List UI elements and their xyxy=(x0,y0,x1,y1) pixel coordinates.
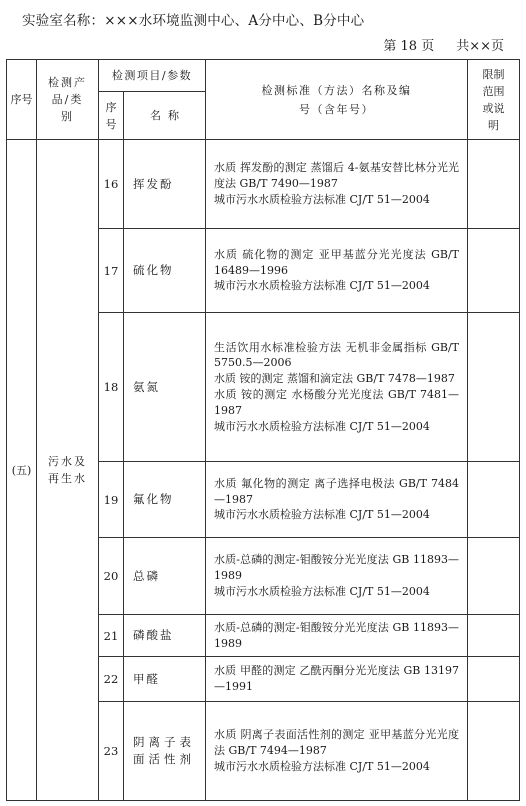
item-number: 17 xyxy=(99,229,124,313)
item-name: 氟化物 xyxy=(124,462,206,538)
limit-cell xyxy=(468,313,520,462)
header-item-name: 名 称 xyxy=(124,92,206,140)
standard-line: 城市污水水质检验方法标准 CJ/T 51—2004 xyxy=(214,584,430,598)
page-number: 第 18 页 xyxy=(383,39,435,54)
header-product-text: 检测产品/类别 xyxy=(48,76,87,123)
item-number: 20 xyxy=(99,538,124,615)
lab-name: 实验室名称：×××水环境监测中心、A分中心、B分中心 xyxy=(22,13,365,29)
standard-line: 水质 氟化物的测定 离子选择电极法 GB/T 7484—1987 xyxy=(214,476,459,506)
item-number: 23 xyxy=(99,702,124,801)
limit-cell xyxy=(468,229,520,313)
header-limit xyxy=(468,60,520,140)
header-item-seq-text: 序号 xyxy=(105,100,117,131)
limit-cell xyxy=(468,615,520,657)
item-number: 16 xyxy=(99,140,124,229)
standard-line: 水质-总磷的测定-钼酸铵分光光度法 GB 11893—1989 xyxy=(214,620,459,650)
item-name: 氨氮 xyxy=(124,313,206,462)
page-total: 共××页 xyxy=(456,39,504,54)
standard-line: 城市污水水质检验方法标准 CJ/T 51—2004 xyxy=(214,759,430,773)
standard-line: 城市污水水质检验方法标准 CJ/T 51—2004 xyxy=(214,279,430,293)
limit-cell xyxy=(468,702,520,801)
category-product-text: 污水及再生水 xyxy=(48,455,87,485)
standard-line: 水质 甲醛的测定 乙酰丙酮分光光度法 GB 13197—1991 xyxy=(214,664,459,693)
item-number: 21 xyxy=(99,615,124,657)
category-seq: (五) xyxy=(7,140,37,801)
standards-cell xyxy=(206,140,468,229)
table-row xyxy=(7,140,520,229)
header-standard xyxy=(206,60,468,140)
standard-line: 水质 铵的测定 水杨酸分光光度法 GB/T 7481—1987 xyxy=(214,388,459,417)
item-number: 18 xyxy=(99,313,124,462)
page-info xyxy=(383,35,504,54)
item-name: 甲醛 xyxy=(124,657,206,702)
standard-line: 生活饮用水标准检验方法 无机非金属指标 GB/T 5750.5—2006 xyxy=(214,340,459,370)
standards-cell xyxy=(206,538,468,615)
limit-cell xyxy=(468,538,520,615)
standards-cell xyxy=(206,702,468,801)
item-name: 挥发酚 xyxy=(124,140,206,229)
standards-cell xyxy=(206,229,468,313)
header-standard-text: 检测标准（方法）名称及编号（含年号） xyxy=(261,83,412,116)
header-item-seq xyxy=(99,92,124,140)
standard-line: 城市污水水质检验方法标准 CJ/T 51—2004 xyxy=(214,508,430,522)
standard-line: 水质-总磷的测定-钼酸铵分光光度法 GB 11893—1989 xyxy=(214,553,459,583)
header-limit-text: 限制范围或说明 xyxy=(482,67,505,132)
limit-cell xyxy=(468,462,520,538)
standard-line: 水质 铵的测定 蒸馏和滴定法 GB/T 7478—1987 xyxy=(214,372,455,386)
header-seq: 序号 xyxy=(7,60,37,140)
standard-line: 水质 硫化物的测定 亚甲基蓝分光光度法 GB/T 16489—1996 xyxy=(214,247,459,277)
standards-cell xyxy=(206,462,468,538)
item-number: 19 xyxy=(99,462,124,538)
header-product xyxy=(37,60,99,140)
standard-line: 城市污水水质检验方法标准 CJ/T 51—2004 xyxy=(214,192,430,206)
header-item-group: 检测项目/参数 xyxy=(99,60,206,92)
item-name: 硫化物 xyxy=(124,229,206,313)
standard-line: 水质 阴离子表面活性剂的测定 亚甲基蓝分光光度法 GB/T 7494—1987 xyxy=(214,728,459,758)
standard-line: 城市污水水质检验方法标准 CJ/T 51—2004 xyxy=(214,419,430,433)
standards-cell xyxy=(206,657,468,702)
category-product xyxy=(37,140,99,801)
limit-cell xyxy=(468,140,520,229)
item-number: 22 xyxy=(99,657,124,702)
standard-line: 水质 挥发酚的测定 蒸馏后 4-氨基安替比林分光光度法 GB/T 7490—1987 xyxy=(214,161,459,191)
standards-cell xyxy=(206,313,468,462)
test-items-table xyxy=(6,59,520,801)
item-name: 总磷 xyxy=(124,538,206,615)
limit-cell xyxy=(468,657,520,702)
standards-cell xyxy=(206,615,468,657)
item-name: 阴离子表面活性剂 xyxy=(124,702,206,801)
item-name: 磷酸盐 xyxy=(124,615,206,657)
